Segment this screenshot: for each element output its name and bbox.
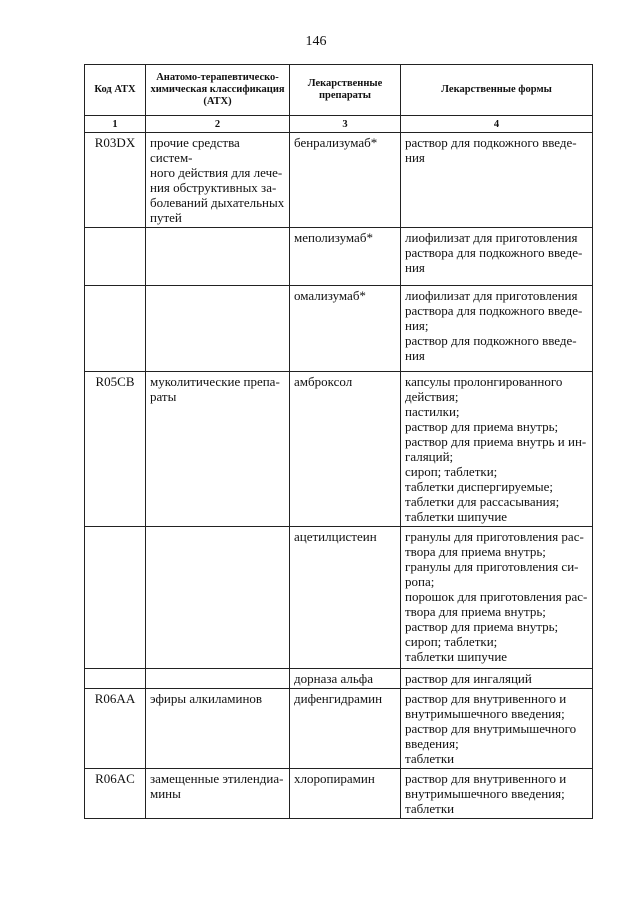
atc-code-cell: [85, 527, 146, 669]
classification-line: путей: [150, 210, 182, 225]
drug-name-cell: дорназа альфа: [290, 669, 401, 689]
dosage-form-line: раствора для подкожного введе-: [405, 303, 583, 318]
dosage-form-line: лиофилизат для приготовления: [405, 288, 578, 303]
dosage-form-line: капсулы пролонгированного: [405, 374, 563, 389]
dosage-form-line: введения;: [405, 736, 459, 751]
dosage-form-line: внутримышечного введения;: [405, 706, 565, 721]
header-code: Код АТХ: [85, 65, 146, 116]
column-number: 4: [401, 116, 593, 133]
dosage-forms-cell: [401, 689, 593, 769]
dosage-form-line: ропа;: [405, 574, 435, 589]
dosage-form-line: таблетки: [405, 801, 455, 816]
atc-code-cell: [85, 228, 146, 286]
classification-line: болеваний дыхательных: [150, 195, 285, 210]
dosage-form-line: таблетки шипучие: [405, 509, 508, 524]
dosage-form-line: твора для приема внутрь;: [405, 544, 546, 559]
classification-cell: [146, 286, 290, 372]
dosage-form-line: раствор для внутривенного и: [405, 691, 567, 706]
header-classification: Анатомо-терапевтическо-химическая классификация (АТХ): [146, 65, 290, 116]
column-number: 1: [85, 116, 146, 133]
atc-code-cell: R06AA: [85, 689, 146, 769]
dosage-form-line: ния: [405, 150, 425, 165]
dosage-form-line: ния: [405, 260, 425, 275]
dosage-form-line: сироп; таблетки;: [405, 464, 498, 479]
dosage-form-line: действия;: [405, 389, 459, 404]
classification-line: мины: [150, 786, 181, 801]
column-number-row: [85, 116, 593, 133]
classification-cell: [146, 228, 290, 286]
dosage-form-line: ния: [405, 348, 425, 363]
dosage-forms-cell: [401, 133, 593, 228]
dosage-form-line: внутримышечного введения;: [405, 786, 565, 801]
dosage-form-line: ния;: [405, 318, 429, 333]
dosage-form-line: раствор для подкожного введе-: [405, 333, 577, 348]
dosage-forms-cell: [401, 286, 593, 372]
dosage-form-line: пастилки;: [405, 404, 460, 419]
dosage-form-line: гранулы для приготовления рас-: [405, 529, 584, 544]
dosage-form-line: раствора для подкожного введе-: [405, 245, 583, 260]
dosage-form-line: раствор для приема внутрь;: [405, 619, 559, 634]
classification-line: ния обструктивных за-: [150, 180, 277, 195]
dosage-form-line: таблетки диспергируемые;: [405, 479, 553, 494]
drug-name-cell: дифенгидрамин: [290, 689, 401, 769]
classification-cell: [146, 372, 290, 527]
table-row: [85, 228, 593, 286]
dosage-form-line: таблетки шипучие: [405, 649, 508, 664]
dosage-form-line: таблетки для рассасывания;: [405, 494, 560, 509]
atc-code-cell: R03DX: [85, 133, 146, 228]
dosage-form-line: раствор для внутривенного и: [405, 771, 567, 786]
classification-cell: [146, 527, 290, 669]
drug-name-cell: амброксол: [290, 372, 401, 527]
column-number: 2: [146, 116, 290, 133]
table-row: [85, 527, 593, 669]
dosage-form-line: лиофилизат для приготовления: [405, 230, 578, 245]
drug-name-cell: ацетилцистеин: [290, 527, 401, 669]
classification-cell: [146, 689, 290, 769]
dosage-form-line: раствор для ингаляций: [405, 671, 532, 686]
dosage-form-line: гранулы для приготовления си-: [405, 559, 579, 574]
atc-code-cell: [85, 669, 146, 689]
header-drugs: Лекарственные препараты: [290, 65, 401, 116]
dosage-form-line: галяций;: [405, 449, 454, 464]
classification-line: муколитические препа-: [150, 374, 280, 389]
classification-cell: [146, 769, 290, 819]
drug-name-cell: омализумаб*: [290, 286, 401, 372]
table-row: [85, 372, 593, 527]
dosage-forms-cell: [401, 669, 593, 689]
atc-code-cell: R05CB: [85, 372, 146, 527]
table-row: [85, 689, 593, 769]
classification-cell: [146, 669, 290, 689]
drug-name-cell: хлоропирамин: [290, 769, 401, 819]
dosage-form-line: раствор для приема внутрь и ин-: [405, 434, 587, 449]
column-number: 3: [290, 116, 401, 133]
dosage-forms-cell: [401, 372, 593, 527]
dosage-form-line: сироп; таблетки;: [405, 634, 498, 649]
page-number: 146: [305, 34, 327, 49]
classification-line: эфиры алкиламинов: [150, 691, 263, 706]
dosage-form-line: порошок для приготовления рас-: [405, 589, 588, 604]
dosage-forms-cell: [401, 527, 593, 669]
atc-code-cell: R06AC: [85, 769, 146, 819]
table-row: [85, 669, 593, 689]
table-row: [85, 769, 593, 819]
classification-line: раты: [150, 389, 177, 404]
header-row: [85, 65, 593, 116]
table-row: [85, 133, 593, 228]
dosage-forms-cell: [401, 228, 593, 286]
drug-name-cell: бенрализумаб*: [290, 133, 401, 228]
classification-line: ного действия для лече-: [150, 165, 283, 180]
dosage-form-line: таблетки: [405, 751, 455, 766]
atc-drug-table: [84, 64, 593, 819]
dosage-forms-cell: [401, 769, 593, 819]
drug-name-cell: меполизумаб*: [290, 228, 401, 286]
classification-line: замещенные этилендиа-: [150, 771, 284, 786]
dosage-form-line: раствор для подкожного введе-: [405, 135, 577, 150]
atc-code-cell: [85, 286, 146, 372]
dosage-form-line: раствор для приема внутрь;: [405, 419, 559, 434]
header-forms: Лекарственные формы: [401, 65, 593, 116]
classification-line: прочие средства систем-: [150, 135, 240, 165]
dosage-form-line: твора для приема внутрь;: [405, 604, 546, 619]
dosage-form-line: раствор для внутримышечного: [405, 721, 577, 736]
classification-cell: [146, 133, 290, 228]
table-row: [85, 286, 593, 372]
